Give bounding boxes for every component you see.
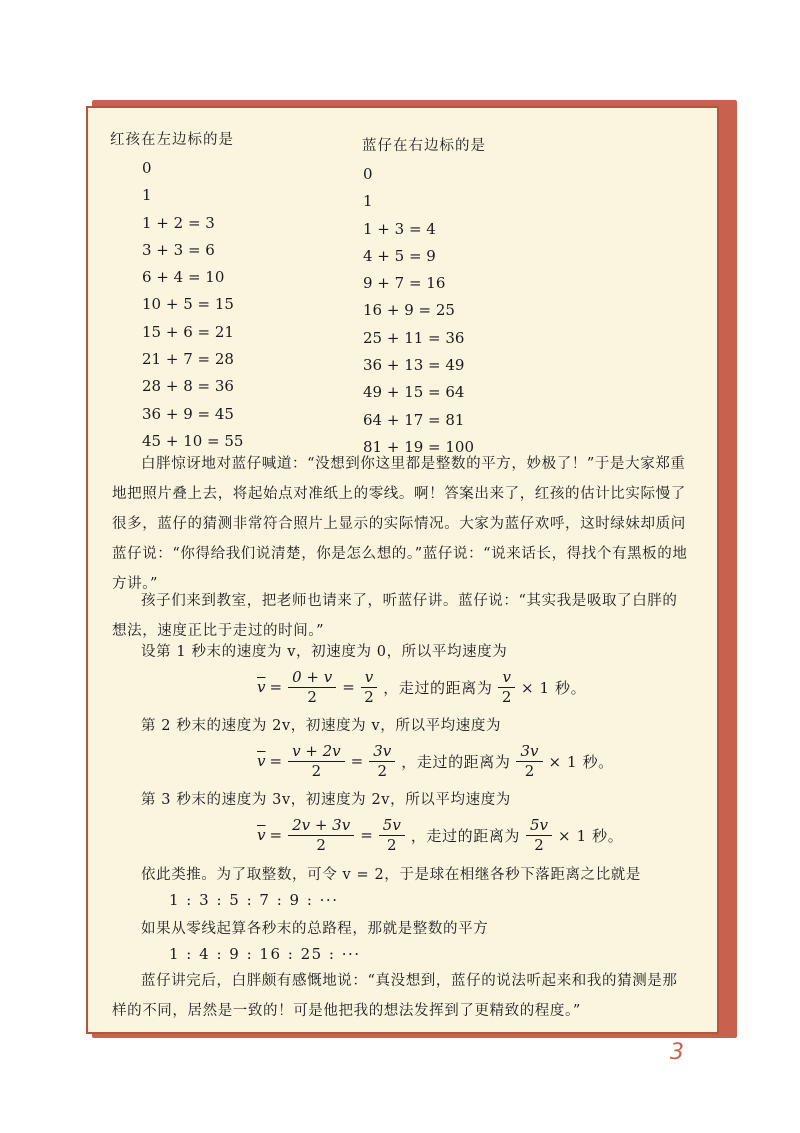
numerator: v + 2v: [288, 742, 345, 762]
denominator: 2: [534, 836, 544, 854]
fraction: [498, 668, 514, 706]
formula-2: [257, 742, 614, 780]
numerator: v: [361, 668, 377, 688]
left-line: 3 + 3 = 6: [142, 240, 215, 259]
numerator: 5v: [526, 816, 552, 836]
avg-velocity-symbol: $\overline{v}$: [257, 826, 266, 844]
formula-text: ，走过的距离为: [383, 678, 493, 697]
equals-sign: =: [360, 826, 373, 844]
step-4-text: 依此类推。为了取整数，可令 v = 2，于是球在相继各秒下落距离之比就是: [141, 867, 641, 883]
page-number: 3: [670, 1040, 684, 1065]
numerator: 2v + 3v: [288, 816, 354, 836]
ratio-squares: 1 : 4 : 9 : 16 : 25 : ···: [169, 945, 361, 963]
step-5-text: 如果从零线起算各秒末的总路程，那就是整数的平方: [141, 921, 489, 937]
equals-sign: =: [269, 826, 283, 844]
formula-text: ，走过的距离为: [401, 752, 511, 771]
left-line: 10 + 5 = 15: [142, 295, 234, 314]
step-2-text: 第 2 秒末的速度为 2v，初速度为 v，所以平均速度为: [141, 718, 502, 734]
paragraph-1: 白胖惊讶地对蓝仔喊道：“没想到你这里都是整数的平方，妙极了！”于是大家郑重地把照片叠上去，将起始点对准纸上的零线。啊！答案出来了，红孩的估计比实际慢了很多，蓝仔的猜测非常符合照片上显示的实际情况。大家为蓝仔欢呼，这时绿妹却质问蓝仔说：“你得给我们说清楚，你是怎么想的。”蓝仔说：“说来话长，得找个有黑板的地方讲。”: [112, 456, 688, 592]
left-line: 1: [142, 186, 152, 205]
right-line: 64 + 17 = 81: [363, 410, 465, 429]
denominator: 2: [524, 762, 535, 780]
left-column-heading: 红孩在左边标的是: [110, 132, 234, 148]
denominator: 2: [311, 762, 322, 780]
left-line: 0: [142, 159, 152, 177]
right-line: 0: [363, 165, 373, 183]
denominator: 2: [377, 762, 388, 780]
formula-tail: × 1 秒。: [520, 678, 587, 697]
right-line: 1: [363, 192, 373, 211]
fraction: [288, 668, 336, 706]
fraction: [526, 816, 552, 854]
equals-sign: =: [269, 752, 283, 770]
right-line: 9 + 7 = 16: [363, 274, 446, 293]
numerator: 3v: [369, 742, 395, 762]
fraction: [288, 816, 354, 854]
paragraph-2: 孩子们来到教室，把老师也请来了，听蓝仔讲。蓝仔说：“其实我是吸取了白胖的想法，速度正比于走过的时间。”: [112, 593, 678, 639]
fraction: [379, 816, 405, 854]
numerator: 5v: [379, 816, 405, 836]
denominator: 2: [364, 688, 374, 706]
step-1-text: 设第 1 秒末的速度为 v，初速度为 0，所以平均速度为: [141, 644, 508, 660]
numerator: 3v: [516, 742, 542, 762]
denominator: 2: [501, 688, 512, 706]
left-line: 6 + 4 = 10: [142, 268, 225, 287]
right-line: 49 + 15 = 64: [363, 383, 465, 402]
right-column-heading: 蓝仔在右边标的是: [362, 138, 486, 154]
step-3-text: 第 3 秒末的速度为 3v，初速度为 2v，所以平均速度为: [141, 792, 511, 808]
equals-sign: =: [342, 678, 355, 696]
numerator: 0 + v: [288, 668, 336, 688]
left-line: 36 + 9 = 45: [142, 404, 234, 423]
numerator: v: [498, 668, 514, 688]
formula-tail: × 1 秒。: [548, 752, 614, 771]
left-line: 28 + 8 = 36: [142, 377, 234, 396]
left-column: [110, 128, 243, 455]
paragraph-3: 蓝仔讲完后，白胖颇有感慨地说：“真没想到，蓝仔的说法听起来和我的猜测是那样的不同，居然是一致的！可是他把我的想法发挥到了更精致的程度。”: [112, 973, 678, 1019]
right-line: 1 + 3 = 4: [363, 219, 436, 238]
ratio-odd-numbers: 1 : 3 : 5 : 7 : 9 : ···: [169, 891, 339, 909]
denominator: 2: [307, 688, 317, 706]
fraction: [288, 742, 345, 780]
formula-text: ，走过的距离为: [410, 826, 521, 845]
formula-1: [257, 668, 586, 706]
avg-velocity-symbol: $\overline{v}$: [257, 752, 266, 770]
avg-velocity-symbol: $\overline{v}$: [257, 678, 266, 696]
fraction: [516, 742, 542, 780]
right-line: 16 + 9 = 25: [363, 301, 455, 320]
fraction: [361, 668, 377, 706]
right-line: 4 + 5 = 9: [363, 246, 436, 265]
formula-tail: × 1 秒。: [558, 826, 624, 845]
right-line: 81 + 19 = 100: [363, 437, 475, 456]
denominator: 2: [387, 836, 397, 854]
equals-sign: =: [269, 678, 283, 696]
right-line: 25 + 11 = 36: [363, 328, 465, 347]
left-line: 21 + 7 = 28: [142, 350, 234, 369]
right-line: 36 + 13 = 49: [363, 356, 465, 375]
left-line: 15 + 6 = 21: [142, 322, 234, 341]
right-column: [363, 134, 486, 461]
equals-sign: =: [350, 752, 364, 770]
left-line: 1 + 2 = 3: [142, 213, 215, 232]
denominator: 2: [316, 836, 326, 854]
fraction: [369, 742, 395, 780]
formula-3: [257, 816, 623, 854]
left-line: 45 + 10 = 55: [142, 431, 244, 450]
